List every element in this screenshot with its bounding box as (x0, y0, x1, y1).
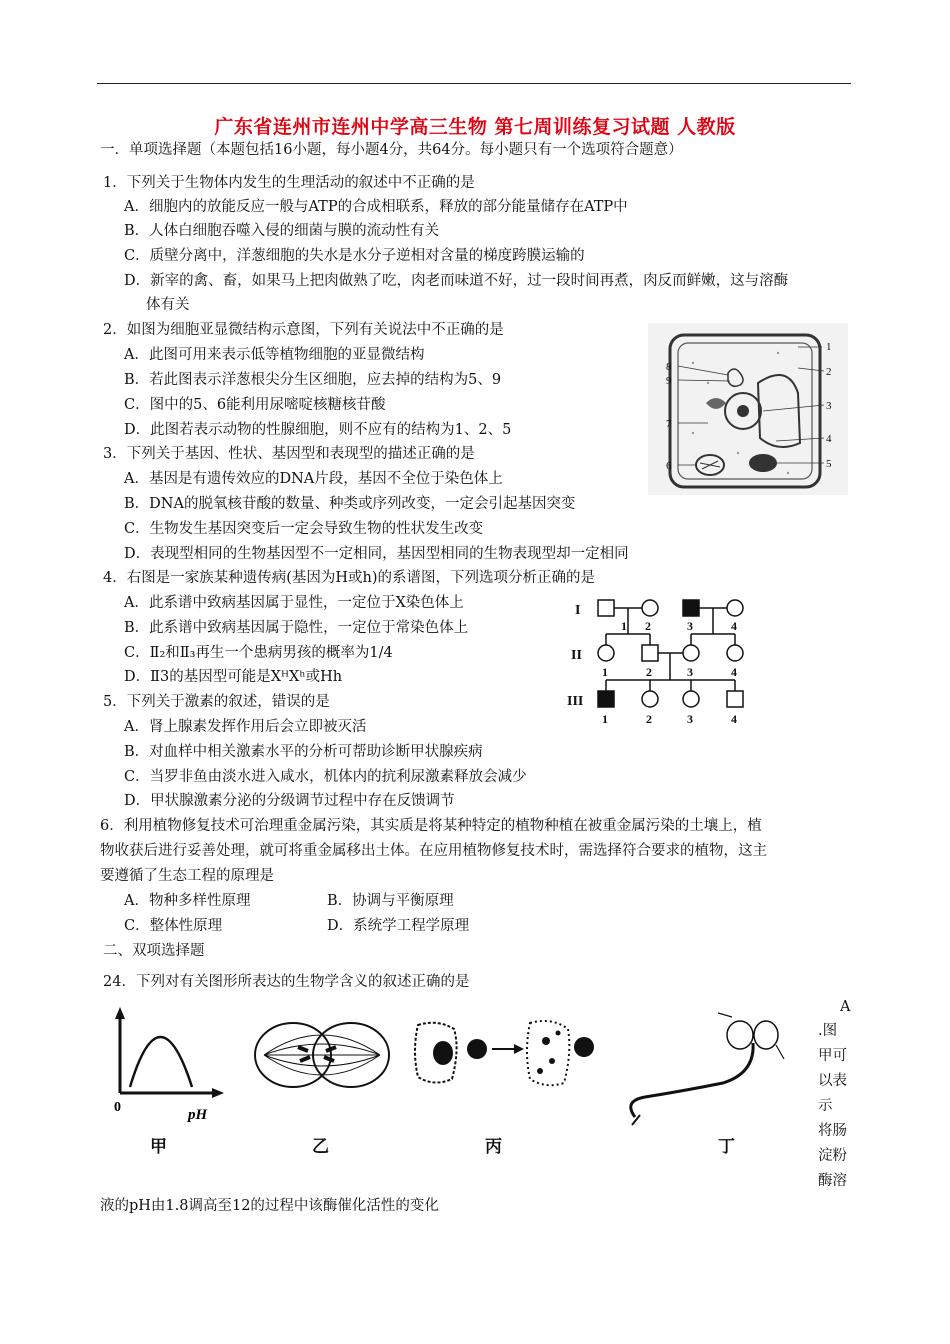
section-1-heading: 一．单项选择题（本题包括16小题，每小题4分，共64分。每小题只有一个选项符合题意） (100, 142, 683, 158)
pedigree-figure (565, 592, 765, 741)
cell-label-7: 7 (666, 418, 672, 430)
pedigree-III-2: 2 (646, 712, 652, 726)
q24-stem: 24．下列对有关图形所表达的生物学含义的叙述正确的是 (103, 974, 470, 990)
q6-option-a: A．物种多样性原理 (124, 893, 251, 909)
cell-label-2: 2 (826, 366, 832, 378)
pedigree-II-1: 1 (602, 665, 608, 679)
q4-option-a: A．此系谱中致病基因属于显性，一定位于X染色体上 (124, 595, 464, 611)
page-title: 广东省连州市连州中学高三生物 第七周训练复习试题 人教版 (214, 116, 736, 138)
q6-option-c: C．整体性原理 (124, 918, 223, 934)
cell-label-5: 5 (826, 458, 832, 470)
q2-option-b: B．若此图表示洋葱根尖分生区细胞，应去掉的结构为5、9 (124, 372, 502, 388)
cell-label-9: 9 (666, 375, 672, 387)
q4-option-b: B．此系谱中致病基因属于隐性，一定位于常染色体上 (124, 620, 469, 636)
q1-option-c: C．质壁分离中，洋葱细胞的失水是水分子逆相对含量的梯度跨膜运输的 (124, 248, 585, 264)
q5-option-a: A．肾上腺素发挥作用后会立即被灭活 (124, 719, 367, 735)
q24-side-4: 以表 (818, 1073, 847, 1089)
pedigree-III-4: 4 (731, 712, 737, 726)
q4-stem: 4．右图是一家族某种遗传病(基因为H或h)的系谱图，下列选项分析正确的是 (103, 570, 596, 586)
q24-side-3: 甲可 (818, 1048, 847, 1064)
figure-jia-xlabel: pH (188, 1107, 208, 1123)
figure-label-jia: 甲 (150, 1137, 167, 1156)
q3-option-c: C．生物发生基因突变后一定会导致生物的性状发生改变 (124, 521, 484, 537)
q24-side-6: 将肠 (818, 1123, 847, 1139)
q6-stem-line1: 6．利用植物修复技术可治理重金属污染，其实质是将某种特定的植物种植在被重金属污染的土壤上，植 (100, 818, 762, 834)
pedigree-II-2: 2 (646, 665, 652, 679)
pedigree-I-3: 3 (687, 619, 693, 633)
cell-label-3: 3 (826, 400, 832, 412)
pedigree-gen-II: II (571, 648, 582, 663)
q2-option-c: C．图中的5、6能利用尿嘧啶核糖核苷酸 (124, 397, 386, 413)
pedigree-gen-III: III (567, 694, 584, 709)
figure-ding-structure (631, 1013, 784, 1125)
q1-stem: 1．下列关于生物体内发生的生理活动的叙述中不正确的是 (103, 175, 475, 191)
q2-option-d: D．此图若表示动物的性腺细胞，则不应有的结构为1、2、5 (124, 422, 512, 438)
q24-figures (100, 1005, 800, 1179)
q5-option-d: D．甲状腺激素分泌的分级调节过程中存在反馈调节 (124, 793, 455, 809)
q2-stem: 2．如图为细胞亚显微结构示意图，下列有关说法中不正确的是 (103, 322, 504, 338)
pedigree-III-3: 3 (687, 712, 693, 726)
figure-jia-graph (114, 1007, 224, 1123)
cell-label-1: 1 (826, 341, 832, 353)
figure-label-bing: 丙 (485, 1137, 502, 1156)
q1-option-a: A．细胞内的放能反应一般与ATP的合成相联系，释放的部分能量储存在ATP中 (124, 199, 628, 215)
pedigree-I-1: 1 (621, 619, 627, 633)
q5-option-b: B．对血样中相关激素水平的分析可帮助诊断甲状腺疾病 (124, 744, 483, 760)
q3-stem: 3．下列关于基因、性状、基因型和表现型的描述正确的是 (103, 446, 475, 462)
q24-side-1: A (840, 999, 851, 1015)
cell-structure-figure (648, 323, 848, 499)
q24-side-8: 酶溶 (818, 1173, 847, 1189)
figure-label-yi: 乙 (312, 1137, 329, 1156)
q3-option-b: B．DNA的脱氧核苷酸的数量、种类或序列改变，一定会引起基因突变 (124, 496, 576, 512)
q6-stem-line2: 物收获后进行妥善处理，就可将重金属移出土体。在应用植物修复技术时，需选择符合要求的植物，这主 (100, 843, 767, 859)
q24-tail-text: 液的pH由1.8调高至12的过程中该酶催化活性的变化 (100, 1198, 439, 1214)
q24-side-7: 淀粉 (818, 1148, 847, 1164)
q6-stem-line3: 要遵循了生态工程的原理是 (100, 868, 274, 884)
q1-option-d-cont: 体有关 (146, 297, 190, 313)
figure-label-ding: 丁 (718, 1137, 735, 1156)
q1-option-b: B．人体白细胞吞噬入侵的细菌与膜的流动性有关 (124, 223, 440, 239)
q24-side-2: .图 (818, 1023, 838, 1039)
q24-side-5: 示 (818, 1098, 833, 1114)
q3-option-a: A．基因是有遗传效应的DNA片段，基因不全位于染色体上 (124, 471, 503, 487)
pedigree-III-1: 1 (602, 712, 608, 726)
q5-option-c: C．当罗非鱼由淡水进入咸水，机体内的抗利尿激素释放会减少 (124, 769, 527, 785)
header-rule (97, 83, 851, 84)
q2-option-a: A．此图可用来表示低等植物细胞的亚显微结构 (124, 347, 425, 363)
cell-label-8: 8 (666, 361, 672, 373)
cell-label-4: 4 (826, 433, 832, 445)
cell-label-6: 6 (666, 460, 672, 472)
pedigree-gen-I: I (575, 603, 581, 618)
q1-option-d: D．新宰的禽、畜，如果马上把肉做熟了吃，肉老而味道不好，过一段时间再煮，肉反而鲜嫩，这与溶酶 (124, 273, 789, 289)
q6-option-d: D．系统学工程学原理 (327, 918, 470, 934)
pedigree-I-2: 2 (645, 619, 651, 633)
figure-bing-cells (415, 1021, 594, 1085)
q5-stem: 5．下列关于激素的叙述，错误的是 (103, 694, 330, 710)
q4-option-d: D．Ⅱ3的基因型可能是XᴴXʰ或Hh (124, 669, 343, 685)
figure-jia-origin: 0 (114, 1100, 121, 1115)
pedigree-II-3: 3 (687, 665, 693, 679)
pedigree-I-4: 4 (731, 619, 737, 633)
section-2-heading: 二、双项选择题 (103, 943, 205, 959)
q6-option-b: B．协调与平衡原理 (327, 893, 454, 909)
q3-option-d: D．表现型相同的生物基因型不一定相同，基因型相同的生物表现型却一定相同 (124, 546, 629, 562)
pedigree-II-4: 4 (731, 665, 737, 679)
q4-option-c: C．Ⅱ₂和Ⅱ₃再生一个患病男孩的概率为1/4 (124, 645, 393, 661)
figure-yi-cell (255, 1023, 389, 1087)
